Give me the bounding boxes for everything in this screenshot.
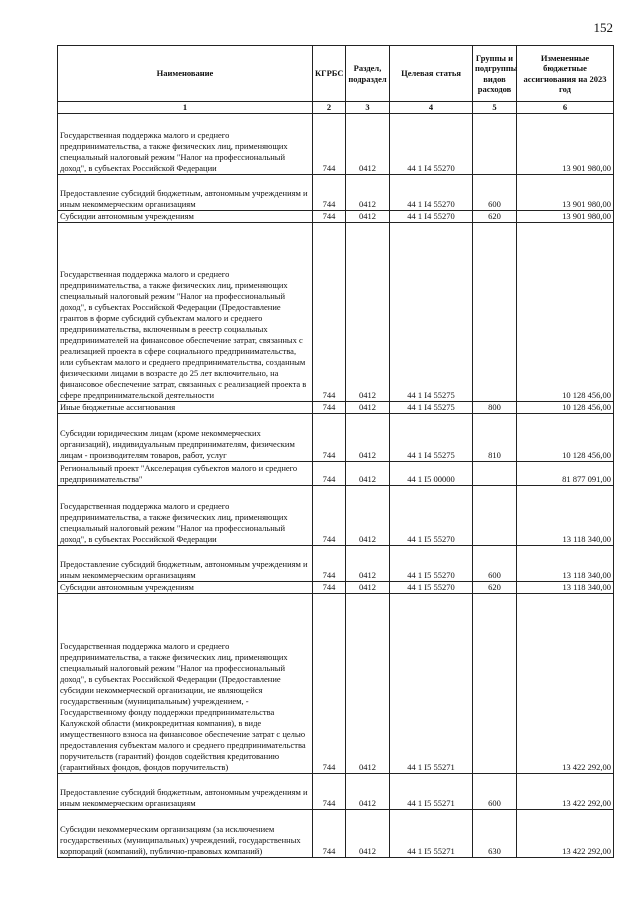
row-amount: 13 422 292,00	[517, 810, 614, 858]
budget-table	[57, 45, 614, 858]
row-section: 0412	[346, 414, 390, 462]
row-name: Субсидии автономным учреждениям	[58, 211, 313, 223]
table-row	[58, 582, 614, 594]
row-target: 44 1 I4 55270	[390, 211, 473, 223]
row-kgrbs: 744	[313, 402, 346, 414]
row-amount: 13 901 980,00	[517, 175, 614, 211]
header-target: Целевая статья	[390, 46, 473, 102]
row-name: Иные бюджетные ассигнования	[58, 402, 313, 414]
row-section: 0412	[346, 223, 390, 402]
row-target: 44 1 I4 55275	[390, 402, 473, 414]
table-row	[58, 402, 614, 414]
table-row	[58, 114, 614, 175]
row-group: 630	[473, 810, 517, 858]
column-number: 1	[58, 102, 313, 114]
row-name: Государственная поддержка малого и среднего предпринимательства, а также физических лиц, применяющих специальный налоговый режим "Налог на профессиональный доход", в субъектах Российской Федерации (Предоставление субсидии некоммерческой организации, не являющейся государственным (муниципальным) учреждением, - Государственному фонду поддержки предпринимательства Калужской области (микрокредитная компания), в виде имущественного взноса на финансовое обеспечение затрат с целью предоставления субъектам малого и среднего предпринимательства поручительств (гарантий) фондов содействия кредитованию (гарантийных фондов, фондов поручительств)	[58, 594, 313, 774]
row-amount: 13 422 292,00	[517, 594, 614, 774]
row-target: 44 1 I4 55275	[390, 223, 473, 402]
column-number: 4	[390, 102, 473, 114]
row-target: 44 1 I5 55271	[390, 774, 473, 810]
row-group: 810	[473, 414, 517, 462]
column-number: 2	[313, 102, 346, 114]
row-kgrbs: 744	[313, 810, 346, 858]
row-kgrbs: 744	[313, 582, 346, 594]
row-kgrbs: 744	[313, 114, 346, 175]
row-name: Субсидии юридическим лицам (кроме некоммерческих организаций), индивидуальным предпринимателям, физическим лицам - производителям товаров, работ, услуг	[58, 414, 313, 462]
row-kgrbs: 744	[313, 546, 346, 582]
row-group	[473, 114, 517, 175]
row-name: Государственная поддержка малого и среднего предпринимательства, а также физических лиц, применяющих специальный налоговый режим "Налог на профессиональный доход", в субъектах Российской Федерации	[58, 486, 313, 546]
table-row	[58, 774, 614, 810]
row-kgrbs: 744	[313, 774, 346, 810]
row-name: Предоставление субсидий бюджетным, автономным учреждениям и иным некоммерческим организациям	[58, 175, 313, 211]
row-name: Субсидии некоммерческим организациям (за исключением государственных (муниципальных) учреждений, государственных корпораций (компаний), публично-правовых компаний)	[58, 810, 313, 858]
row-kgrbs: 744	[313, 594, 346, 774]
row-target: 44 1 I5 55271	[390, 810, 473, 858]
row-group: 620	[473, 211, 517, 223]
table-row	[58, 546, 614, 582]
row-section: 0412	[346, 175, 390, 211]
row-section: 0412	[346, 402, 390, 414]
table-row	[58, 486, 614, 546]
row-kgrbs: 744	[313, 223, 346, 402]
row-target: 44 1 I5 55270	[390, 546, 473, 582]
row-amount: 13 901 980,00	[517, 211, 614, 223]
column-number: 6	[517, 102, 614, 114]
row-target: 44 1 I4 55270	[390, 114, 473, 175]
row-group	[473, 462, 517, 486]
row-target: 44 1 I4 55275	[390, 414, 473, 462]
row-amount: 10 128 456,00	[517, 402, 614, 414]
page-number: 152	[593, 20, 613, 35]
table-row	[58, 462, 614, 486]
row-amount: 81 877 091,00	[517, 462, 614, 486]
row-section: 0412	[346, 810, 390, 858]
column-number-row	[58, 102, 614, 114]
row-target: 44 1 I5 55270	[390, 486, 473, 546]
row-group: 620	[473, 582, 517, 594]
row-amount: 13 422 292,00	[517, 774, 614, 810]
row-target: 44 1 I5 55271	[390, 594, 473, 774]
row-group	[473, 486, 517, 546]
header-row	[58, 46, 614, 102]
row-section: 0412	[346, 594, 390, 774]
row-name: Субсидии автономным учреждениям	[58, 582, 313, 594]
row-group: 800	[473, 402, 517, 414]
row-name: Региональный проект "Акселерация субъектов малого и среднего предпринимательства"	[58, 462, 313, 486]
row-target: 44 1 I5 55270	[390, 582, 473, 594]
column-number: 5	[473, 102, 517, 114]
row-section: 0412	[346, 774, 390, 810]
row-section: 0412	[346, 211, 390, 223]
table-row	[58, 223, 614, 402]
row-name: Государственная поддержка малого и среднего предпринимательства, а также физических лиц, применяющих специальный налоговый режим "Налог на профессиональный доход", в субъектах Российской Федерации (Предоставление грантов в форме субсидий субъектам малого и среднего предпринимательства, включенным в реестр социальных предпринимателей на финансовое обеспечение затрат, связанных с реализацией проекта в сфере социального предпринимательства, или субъектам малого и среднего предпринимательства, созданным физическими лицами в возрасте до 25 лет включительно, на финансовое обеспечение затрат, связанных с реализацией проекта в сфере предпринимательской деятельности	[58, 223, 313, 402]
row-group: 600	[473, 774, 517, 810]
row-group: 600	[473, 546, 517, 582]
table-row	[58, 414, 614, 462]
row-amount: 13 118 340,00	[517, 546, 614, 582]
row-name: Предоставление субсидий бюджетным, автономным учреждениям и иным некоммерческим организациям	[58, 774, 313, 810]
column-number: 3	[346, 102, 390, 114]
row-section: 0412	[346, 582, 390, 594]
row-amount: 10 128 456,00	[517, 414, 614, 462]
header-kgrbs: КГРБС	[313, 46, 346, 102]
row-section: 0412	[346, 114, 390, 175]
row-group	[473, 223, 517, 402]
table-row	[58, 810, 614, 858]
row-amount: 13 118 340,00	[517, 486, 614, 546]
header-amount: Измененные бюджетные ассигнования на 2023 год	[517, 46, 614, 102]
table-row	[58, 594, 614, 774]
table-row	[58, 175, 614, 211]
table-body	[58, 114, 614, 858]
row-amount: 13 901 980,00	[517, 114, 614, 175]
row-target: 44 1 I4 55270	[390, 175, 473, 211]
row-kgrbs: 744	[313, 486, 346, 546]
row-group: 600	[473, 175, 517, 211]
table-row	[58, 211, 614, 223]
row-kgrbs: 744	[313, 211, 346, 223]
row-group	[473, 594, 517, 774]
header-groups: Группы и подгруппы видов расходов	[473, 46, 517, 102]
row-kgrbs: 744	[313, 175, 346, 211]
header-section: Раздел, подраздел	[346, 46, 390, 102]
row-section: 0412	[346, 462, 390, 486]
row-section: 0412	[346, 546, 390, 582]
row-amount: 10 128 456,00	[517, 223, 614, 402]
row-section: 0412	[346, 486, 390, 546]
row-name: Предоставление субсидий бюджетным, автономным учреждениям и иным некоммерческим организациям	[58, 546, 313, 582]
row-kgrbs: 744	[313, 462, 346, 486]
row-name: Государственная поддержка малого и среднего предпринимательства, а также физических лиц, применяющих специальный налоговый режим "Налог на профессиональный доход", в субъектах Российской Федерации	[58, 114, 313, 175]
row-kgrbs: 744	[313, 414, 346, 462]
header-name: Наименование	[58, 46, 313, 102]
row-target: 44 1 I5 00000	[390, 462, 473, 486]
row-amount: 13 118 340,00	[517, 582, 614, 594]
